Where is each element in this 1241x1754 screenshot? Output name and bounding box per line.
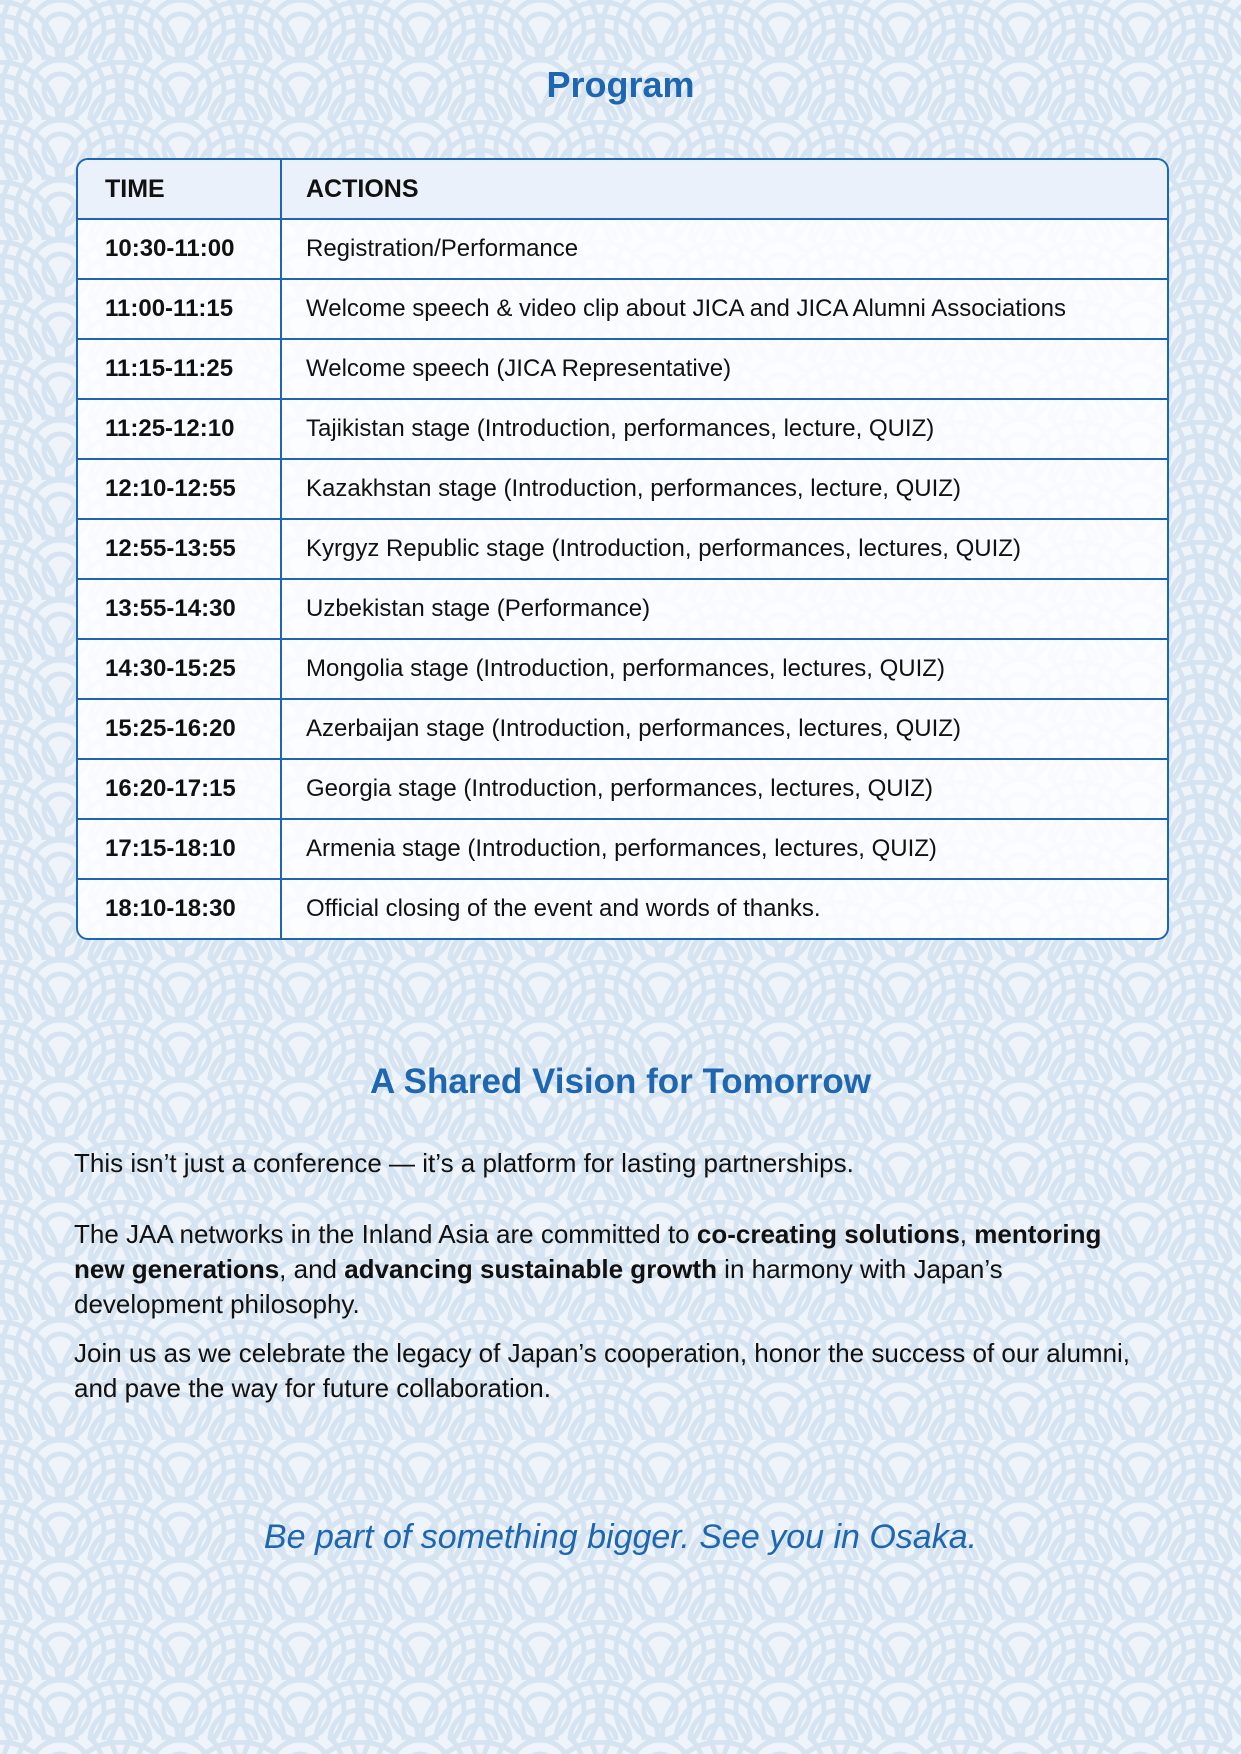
action-cell: Kazakhstan stage (Introduction, performances, lecture, QUIZ) <box>306 475 961 502</box>
action-cell: Kyrgyz Republic stage (Introduction, performances, lectures, QUIZ) <box>306 535 1021 562</box>
table-row <box>78 338 1167 398</box>
table-row <box>78 818 1167 878</box>
program-table <box>76 158 1169 940</box>
actions-column-header: ACTIONS <box>306 174 419 203</box>
action-cell: Armenia stage (Introduction, performances, lectures, QUIZ) <box>306 835 937 862</box>
vision-paragraph-1: This isn’t just a conference — it’s a platform for lasting partnerships. <box>74 1148 854 1178</box>
table-row <box>78 878 1167 938</box>
p2-text-e: in harmony with Japan’s development philosophy. <box>74 1254 1003 1319</box>
p2-bold-advancing: advancing sustainable growth <box>344 1254 717 1284</box>
action-cell: Welcome speech & video clip about JICA and JICA Alumni Associations <box>306 295 1066 322</box>
p2-bold-mentoring: mentoring new generations <box>74 1219 1102 1284</box>
time-cell: 16:20-17:15 <box>78 760 282 818</box>
time-cell: 11:25-12:10 <box>78 400 282 458</box>
table-row <box>78 758 1167 818</box>
p2-text-d: , and <box>279 1254 345 1284</box>
table-row <box>78 278 1167 338</box>
action-cell: Tajikistan stage (Introduction, performances, lecture, QUIZ) <box>306 415 935 442</box>
vision-paragraph-2 <box>74 1217 1134 1322</box>
action-cell: Registration/Performance <box>306 235 579 262</box>
table-row <box>78 638 1167 698</box>
vision-title: A Shared Vision for Tomorrow <box>369 1062 872 1101</box>
closing-tagline: Be part of something bigger. See you in Osaka. <box>263 1518 978 1556</box>
p2-text-a: The JAA networks in the Inland Asia are committed to <box>74 1219 697 1249</box>
action-cell: Georgia stage (Introduction, performances, lectures, QUIZ) <box>306 775 933 802</box>
action-cell: Uzbekistan stage (Performance) <box>306 595 651 622</box>
time-column-header: TIME <box>78 160 282 218</box>
p2-text-c: , <box>959 1219 975 1249</box>
time-cell: 18:10-18:30 <box>78 880 282 938</box>
vision-paragraph-3: Join us as we celebrate the legacy of Japan’s cooperation, honor the success of our alumni, and pave the way for future collaboration. <box>74 1338 1131 1403</box>
time-cell: 15:25-16:20 <box>78 700 282 758</box>
time-cell: 11:00-11:15 <box>78 280 282 338</box>
table-row <box>78 578 1167 638</box>
time-cell: 17:15-18:10 <box>78 820 282 878</box>
time-cell: 12:55-13:55 <box>78 520 282 578</box>
table-row <box>78 518 1167 578</box>
time-cell: 12:10-12:55 <box>78 460 282 518</box>
table-header-row <box>78 160 1167 218</box>
time-cell: 11:15-11:25 <box>78 340 282 398</box>
table-row <box>78 218 1167 278</box>
time-cell: 10:30-11:00 <box>78 220 282 278</box>
action-cell: Welcome speech (JICA Representative) <box>306 355 732 382</box>
time-cell: 13:55-14:30 <box>78 580 282 638</box>
program-title: Program <box>546 64 695 105</box>
table-row <box>78 398 1167 458</box>
p2-bold-co-creating: co-creating solutions <box>696 1219 960 1249</box>
action-cell: Official closing of the event and words of thanks. <box>306 895 821 922</box>
action-cell: Azerbaijan stage (Introduction, performances, lectures, QUIZ) <box>306 715 961 742</box>
table-row <box>78 698 1167 758</box>
table-row <box>78 458 1167 518</box>
action-cell: Mongolia stage (Introduction, performances, lectures, QUIZ) <box>306 655 945 682</box>
time-cell: 14:30-15:25 <box>78 640 282 698</box>
